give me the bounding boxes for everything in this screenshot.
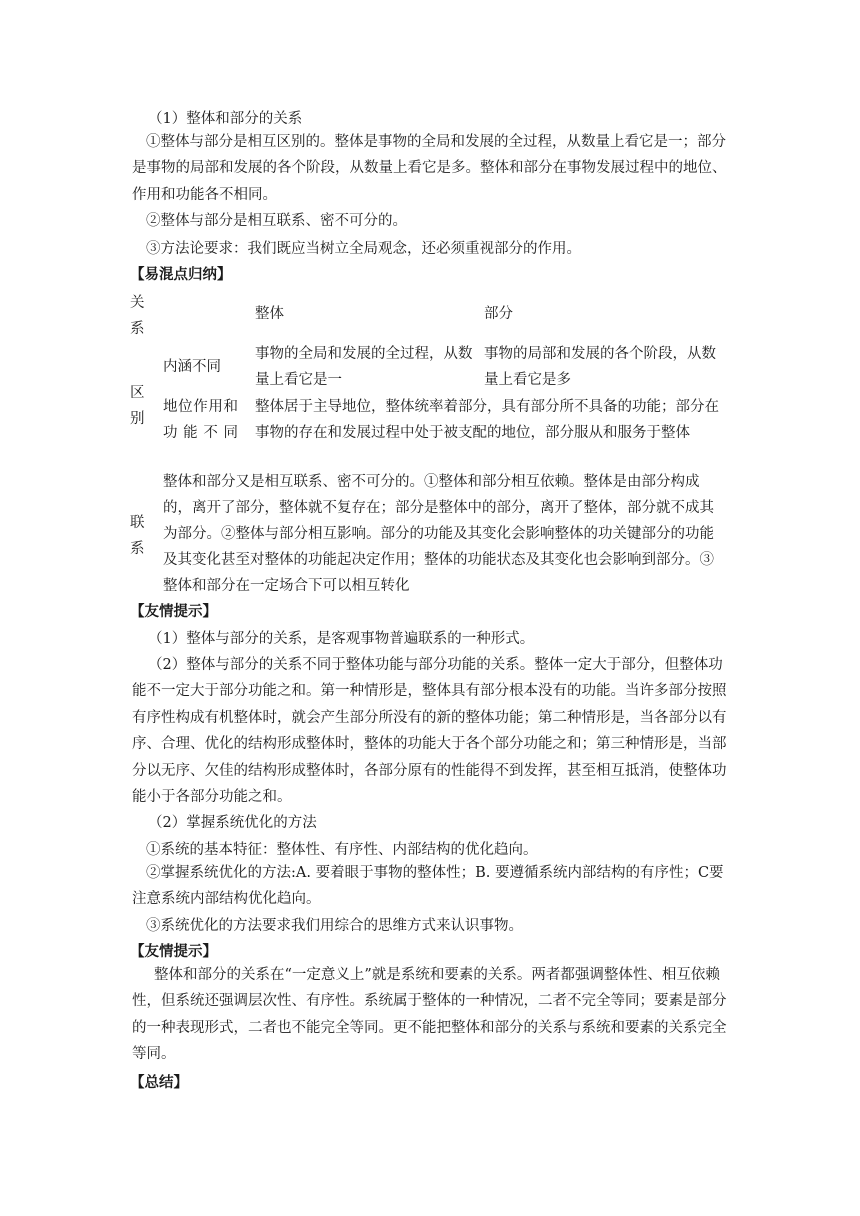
table-label-qubie: 区别 [130,385,145,427]
section2-paragraph-2: ②掌握系统优化的方法:A. 要着眼于事物的整体性；B. 要遵循系统内部结构的有序性；C要注意系统内部结构优化趋向。 [132,865,724,908]
section1-paragraph-1: ①整体与部分是相互区别的。整体是事物的全局和发展的全过程，从数量上看它是一；部分是事物的局部和发展的各个阶段，从数量上看它是多。整体和部分在事物发展过程中的地位、作用和功能各不相同。 [132,134,727,203]
tips2-paragraph-1: 整体和部分的关系在“一定意义上”就是系统和要素的关系。两者都强调整体性、相互依赖性，但系统还强调层次性、有序性。系统属于整体的一种情况，二者不完全等同；要素是部分的一种表现形式，二者也不能完全等同。更不能把整体和部分的关系与系统和要素的关系完全等同。 [132,967,727,1063]
table-row1-part: 事物的局部和发展的各个阶段，从数量上看它是多 [484,346,716,388]
tips1-paragraph-2: （2）整体与部分的关系不同于整体功能与部分功能的关系。整体一定大于部分，但整体功能不一定大于部分功能之和。第一种情形是，整体具有部分根本没有的功能。当许多部分按照有序性构成有机整体时，就会产生部分所没有的新的整体功能；第二种情形是，当各部分以有序、合理、优化的结构形成整体时，整体的功能大于各个部分功能之和；第三种情形是，当部分以无序、欠佳的结构形成整体时，各部分原有的性能得不到发挥，甚至相互抵消，使整体功能小于各部分功能之和。 [132,657,727,806]
table-row2-label: 地位作用和功能不同 [163,399,238,441]
section1-title: （1）整体和部分的关系 [148,111,303,127]
section1-paragraph-2: ②整体与部分是相互联系、密不可分的。 [146,213,407,229]
table-row1-whole: 事物的全局和发展的全过程，从数量上看它是一 [255,346,473,388]
table-header-relation: 关系 [130,295,145,337]
tips2-heading: 【友情提示】 [130,943,217,960]
section1-paragraph-3: ③方法论要求：我们既应当树立全局观念，还必须重视部分的作用。 [146,241,581,257]
section2-paragraph-1: ①系统的基本特征：整体性、有序性、内部结构的优化趋向。 [146,842,538,858]
section2-paragraph-3: ③系统优化的方法要求我们用综合的思维方式来认识事物。 [146,918,523,934]
tips1-heading: 【友情提示】 [130,603,217,620]
table-header-whole: 整体 [255,306,284,322]
table-label-lianxi: 联系 [130,515,145,557]
tips1-paragraph-1: （1）整体与部分的关系，是客观事物普遍联系的一种形式。 [148,631,535,647]
table-lianxi-text: 整体和部分又是相互联系、密不可分的。①整体和部分相互依赖。整体是由部分构成的，离开了部分，整体就不复存在；部分是整体中的部分，离开了整体，部分就不成其为部分。②整体与部分相互影响。部分的功能及其变化会影响整体的功关键部分的功能及其变化甚至对整体的功能起决定作用；整体的功能状态及其变化也会影响到部分。③整体和部分在一定场合下可以相互转化 [163,474,714,594]
confusion-heading: 【易混点归纳】 [130,266,232,283]
summary-heading: 【总结】 [130,1074,188,1091]
table-row1-label: 内涵不同 [163,359,221,375]
section2-title: （2）掌握系统优化的方法 [148,815,317,831]
table-header-part: 部分 [484,306,513,322]
table-row2-text: 整体居于主导地位，整体统率着部分，具有部分所不具备的功能；部分在事物的存在和发展过程中处于被支配的地位，部分服从和服务于整体 [255,399,719,441]
